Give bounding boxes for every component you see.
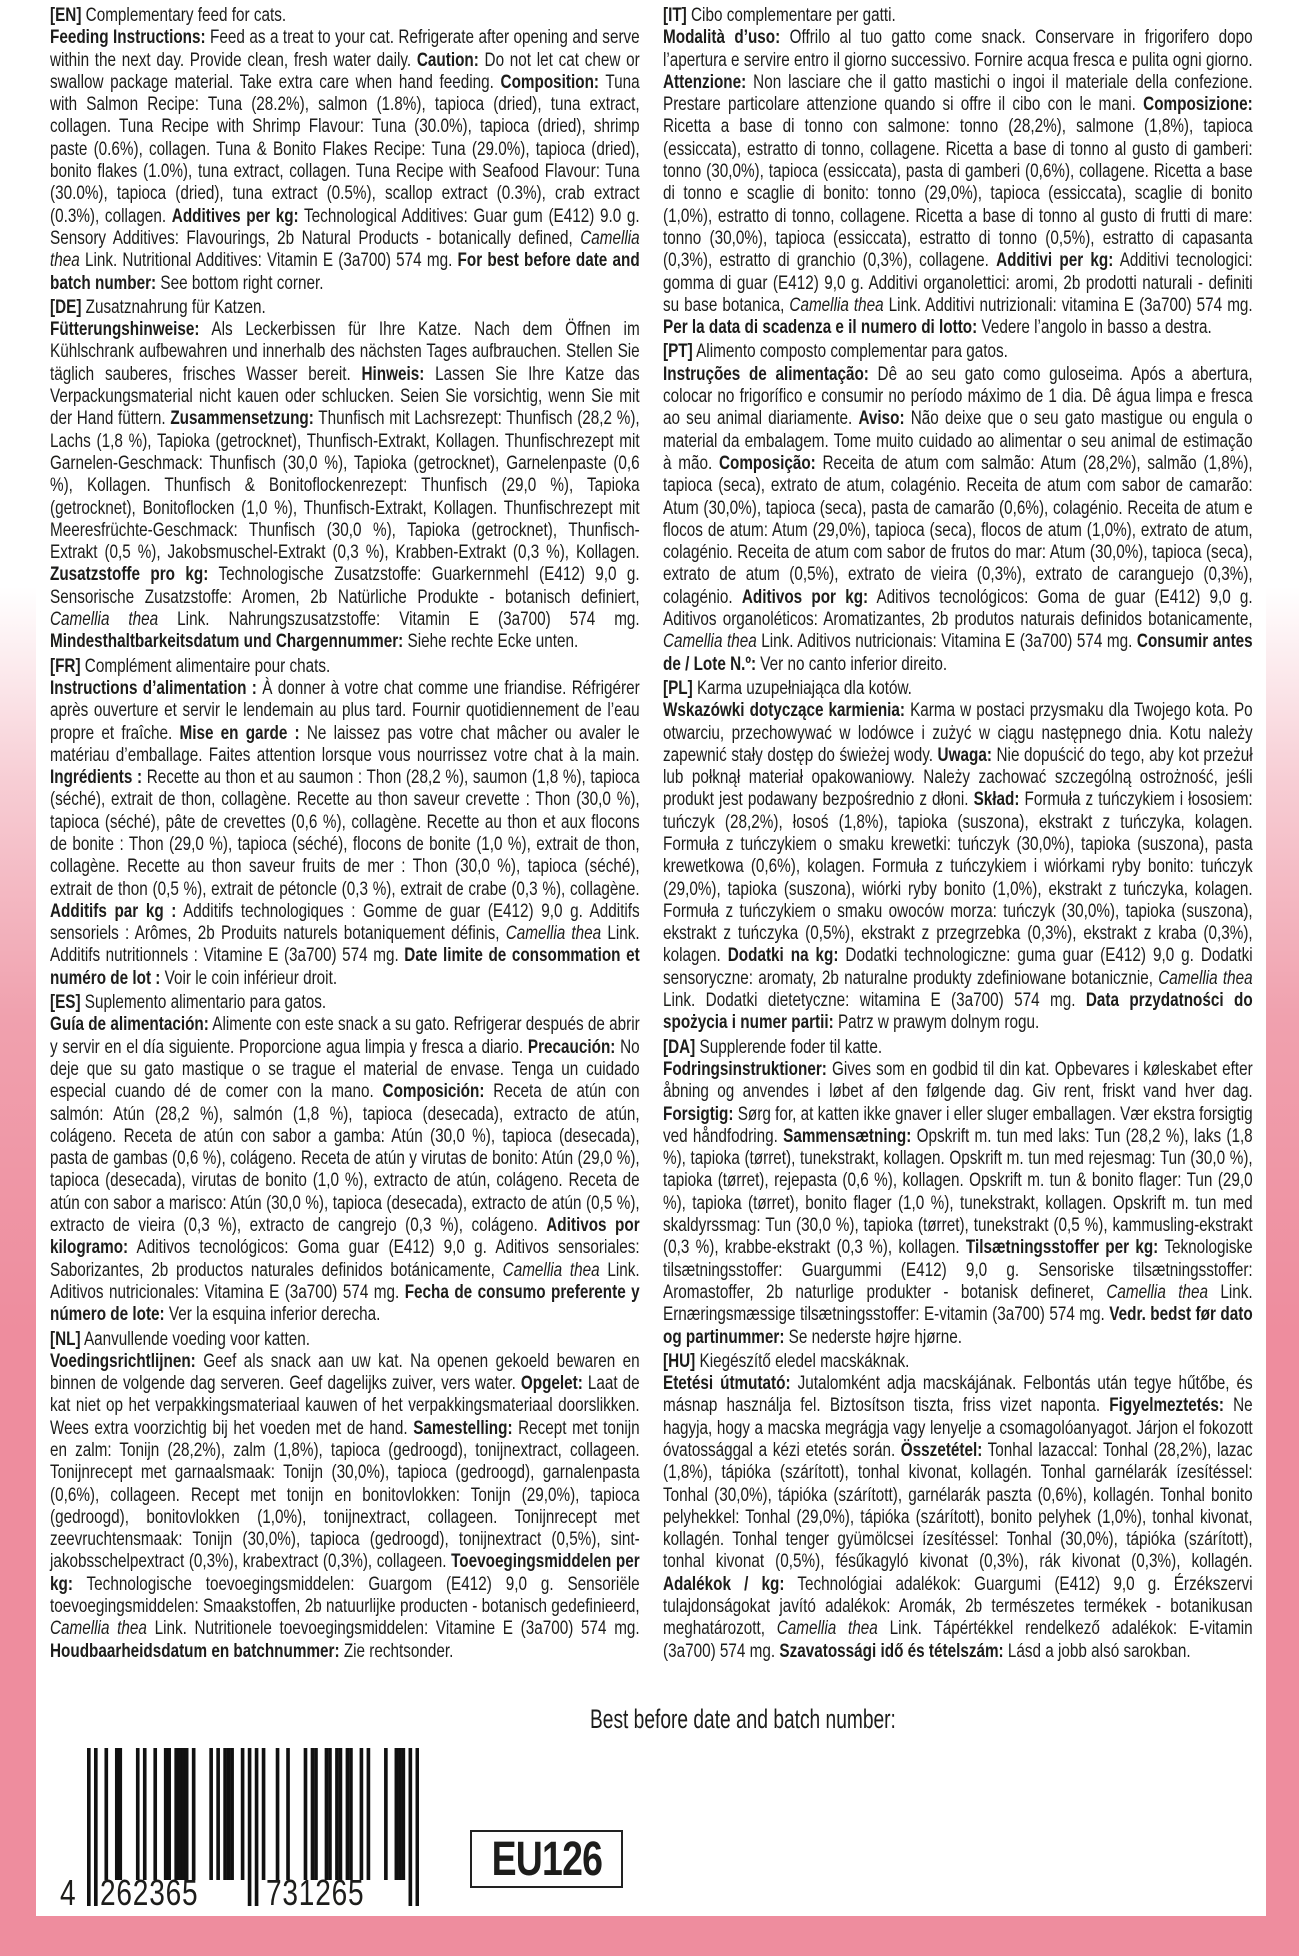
barcode-bar [311,1748,315,1880]
barcode-bar [360,1748,364,1880]
section-header [50,296,640,318]
bold-heading: Mise en garde : [179,721,300,744]
italic-text: Camellia thea [50,608,159,631]
body-text: Additifs technologiques : Gomme de guar (E412) 9,0 g. Additifs sensoriels : Arômes, 2b Produits naturels botaniquement définis, [50,899,640,945]
language-code: [EN] [50,4,82,26]
barcode-bar [167,1748,171,1880]
italic-text: Camellia thea [1106,1280,1208,1303]
section-header [663,340,1253,362]
barcode-bar [118,1748,122,1880]
barcode-bar [395,1748,399,1880]
section-body [50,677,640,989]
barcode-bar [230,1748,234,1880]
barcode-bar [314,1748,318,1880]
body-text: Voir le coin inférieur droit. [160,966,338,989]
section-body [50,1013,640,1325]
section-body [50,26,640,294]
barcode-bar [255,1748,259,1906]
language-code: [ES] [50,991,81,1014]
body-text: Formuła z tuńczykiem i łososiem: tuńczyk (28,2%), łosoś (1,8%), tapioka (suszona), ekstrakt z tuńczyka, kolagen. Formuła z tuńczykiem o smaku krewetki: tuńczyk (30,0%), tapioka (suszona), pasta krewetkowa (0,6%), kolagen. Formuła z tuńczykiem i wiórkami ryby bonito: tuńczyk (29,0%), tapioka (suszona), wiórki ryby bonito (1,0%), ekstrakt z tuńczyka, kolagen. Formuła z tuńczykiem o smaku owoców morza: tuńczyk (30,0%), tapioka (suszona), ekstrakt z tuńczyka (0,5%), ekstrakt z przegrzebka (0,3%), ekstrakt z kraba (0,3%), kolagen. [663,788,1253,967]
body-text: Teknologiske tilsætningsstoffer: Guargummi (E412) 9,0 g. Sensoriske tilsætningsstoffer: Aromastoffer, 2b naturlige produkter - botanisk defineret, [663,1236,1253,1303]
bold-heading: Ingrédients : [50,766,143,789]
body-text: Link. Aditivos nutricionais: Vitamina E (3a700) 574 mg. [756,630,1137,653]
bold-heading: Sammensætning: [783,1124,912,1147]
barcode-bar [115,1748,119,1880]
language-section [663,4,1253,338]
body-text: Ver la esquina inferior derecha. [164,1303,381,1326]
best-before-label: Best before date and batch number: [590,1704,896,1734]
body-text: Ne hagyja, hogy a macska megrágja vagy lenyelje a csomagolóanyagot. Járjon el fokozott óvatossággal a kézi etetés során. [663,1394,1253,1461]
bold-heading: Zusammensetzung: [170,407,314,430]
bold-heading: Composição: [718,451,816,474]
section-title: Cibo complementare per gatti. [686,4,896,26]
barcode-bar [384,1748,388,1880]
section-title: Complementary feed for cats. [81,4,287,26]
section-body [50,1350,640,1662]
body-text: Technológiai adalékok: Guargumi (E412) 9,0 g. Érzékszervi tulajdonságokat javító adalékok: Aromák, 2b természetes termékek - botanikusan meghatározott, [663,1572,1253,1640]
body-text: Als Leckerbissen für Ihre Katze. Nach dem Öffnen im Kühlschrank aufbewahren und innerhalb des nächsten Tages aufbrauchen. Stellen Sie täglich sauberes, frisches Wasser bereit. [50,318,640,385]
bold-heading: Attenzione: [663,70,747,93]
body-text: Alimente con este snack a su gato. Refrigerar después de abrir y servir en el día siguiente. Proporcione agua limpia y fresca a diario. [50,1013,640,1058]
bold-heading: Date limite de consommation et numéro de lot : [50,944,640,989]
barcode-bar [209,1748,213,1880]
bold-heading: Hinweis: [361,362,425,385]
barcode-digits-left: 262365 [100,1872,199,1913]
section-body [663,1372,1253,1662]
body-text: See bottom right corner. [156,271,324,294]
bold-heading: Samestelling: [413,1416,513,1439]
bold-heading: Vedr. bedst før dato og partinummer: [663,1303,1253,1348]
barcode-bar [339,1748,343,1880]
barcode-bar [398,1748,402,1880]
section-title: Karma uzupełniająca dla kotów. [692,676,912,699]
barcode-bar [346,1748,350,1880]
bold-heading: For best before date and batch number: [50,249,640,294]
body-text: Gives som en godbid til din kat. Opbevares i køleskabet efter åbning og anvendes i løbet af den følgende dag. Giv rent, friskt vand hver dag. [663,1057,1253,1103]
italic-text: Camellia thea [50,226,640,272]
body-text: Link. Nahrungszusatzstoffe: Vitamin E (3a700) 574 mg. [158,608,640,631]
body-text: Non lasciare che il gatto mastichi o ingoi il materiale della confezione. Prestare particolare attenzione quando si offre il cibo con le mani. [663,70,1253,116]
barcode-bar [328,1748,332,1880]
body-text: Lassen Sie Ihre Katze das Verpackungsmaterial nicht kauen oder schlucken. Seien Sie vorsichtig, wenn Sie mit der Hand füttern. [50,362,640,430]
bold-heading: Fecha de consumo preferente y número de lote: [50,1280,640,1326]
body-text: Thunfisch mit Lachsrezept: Thunfisch (28,2 %), Lachs (1,8 %), Tapioka (getrocknet), Thunfisch-Extrakt, Kollagen. Thunfischrezept mit Garnelen-Geschmack: Thunfisch (30,0 %), Tapioka (getrocknet), Garnelenpaste (0,6 %), Kollagen. Thunfisch & Bonitoflockenrezept: Thunfisch (29,0 %), Tapioka (getrocknet), Bonitoflocken (1,0 %), Thunfisch-Extrakt, Kollagen. Thunfischrezept mit Meeresfrüchte-Geschmack: Thunfisch (30,0 %), Tapioka (getrocknet), Thunfisch-Extrakt (0,5 %), Jakobsmuschel-Extrakt (0,3 %), Krabben-Extrakt (0,3 %), Kollagen. [50,407,640,564]
barcode-bar [174,1748,178,1880]
barcode-bar [276,1748,280,1880]
body-text: Link. Dodatki dietetyczne: witamina E (3a700) 574 mg. [663,989,1086,1012]
body-text: Link. Tápértékkel rendelkező adalékok: E-vitamin (3a700) 574 mg. [663,1617,1253,1662]
bold-heading: Additivi per kg: [996,249,1114,272]
section-title: Kiegészítő eledel macskáknak. [695,1349,910,1372]
body-text: Ver no canto inferior direito. [756,652,948,675]
italic-text: Camellia thea [502,1258,600,1281]
body-text: Feed as a treat to your cat. Refrigerate after opening and serve within the next day. Provide clean, fresh water daily. [50,26,640,71]
bold-heading: Aviso: [858,407,905,430]
bold-heading: Wskazówki dotyczące karmienia: [663,699,906,722]
bold-heading: Forsigtig: [663,1102,734,1125]
section-header [50,991,640,1013]
body-text: Recept met tonijn en zalm: Tonijn (28,2%), zalm (1,8%), tapioca (gedroogd), tonijnextract, collageen. Tonijnrecept met garnaalsmaak: Tonijn (30,0%), tapioca (gedroogd), garnalenpasta (0,6%), collageen. Recept met tonijn en bonitovlokken: Tonijn (29,0%), tapioca (gedroogd), bonitovlokken (1,0%), tonijnextract, collageen. Tonijnrecept met zeevruchtensmaak: Tonijn (30,0%), tapioca (gedroogd), tonijnextract (0,5%), sint-jakobsschelpextract (0,3%), krabextract (0,3%), collageen. [50,1416,640,1573]
body-text: À donner à votre chat comme une friandise. Réfrigérer après ouverture et servir le lendemain au plus tard. Fournir quotidiennement de l’eau propre et fraîche. [50,676,640,744]
body-text: Aditivos tecnológicos: Goma guar (E412) 9,0 g. Aditivos sensoriales: Saborizantes, 2b productos naturales definidos botánicamente, [50,1236,640,1281]
language-code: [NL] [50,1327,81,1350]
barcode-bar [192,1748,196,1880]
section-body [50,318,640,652]
barcode-bar [416,1748,419,1906]
body-text: Dê ao seu gato como guloseima. Após a abertura, colocar no frigorífico e consumir no período máximo de 1 dia. Dê água limpa e fresca ao seu animal diariamente. [663,362,1253,430]
body-text: Additivi tecnologici: gomma di guar (E412) 9,0 g. Additivi organolettici: aromi, 2b prodotti naturali - definiti su base botanica, [663,249,1253,316]
barcode-bar [94,1748,98,1906]
approval-mark: EU126 [491,1832,602,1886]
body-text: Tonhal lazaccal: Tonhal (28,2%), lazac (1,8%), tápióka (szárított), tonhal kivonat, kollagén. Tonhal garnélarák ízesítéssel: Tonhal (30,0%), tápióka (szárított), garnélarák paszta (0,6%), kollagén. Tonhal bonito pelyhekkel: Tonhal (29,0%), tápióka (szárított), bonito pelyhek (1,0%), tonhal kivonat, kollagén. Tonhal tenger gyümölcsei ízesítéssel: Tonhal (30,0%), tápióka (szárított), tonhal kivonat (0,5%), fésűkagyló kivonat (0,3%), rák kivonat (0,3%), kollagén. [663,1439,1253,1573]
language-code: [FR] [50,654,81,677]
bold-heading: Houdbaarheidsdatum en batchnummer: [50,1639,340,1662]
italic-text: Camellia thea [776,1617,878,1640]
left-text-column [50,4,640,1664]
barcode-bar [227,1748,231,1880]
body-text: Link. Additifs nutritionnels : Vitamine E (3a700) 574 mg. [50,922,640,967]
section-header [663,4,1253,26]
bold-heading: Consumir antes de / Lote N.º: [663,630,1253,675]
bold-heading: Fütterungshinweise: [50,318,200,341]
section-body [663,699,1253,1033]
bold-heading: Additifs par kg : [50,899,177,922]
bold-heading: Szavatossági idő és tételszám: [779,1639,1004,1662]
bold-heading: Összetétel: [900,1439,983,1461]
bold-heading: Skład: [973,788,1020,811]
barcode-bar [216,1748,220,1880]
bold-heading: Voedingsrichtlijnen: [50,1349,196,1372]
language-code: [DA] [663,1035,696,1058]
language-section [663,1350,1253,1662]
body-text: Se nederste højre hjørne. [784,1325,962,1348]
body-text: Opskrift m. tun med laks: Tun (28,2 %), laks (1,8 %), tapioka (tørret), tunekstrakt, kollagen. Opskrift m. tun med rejesmag: Tun (30,0 %), tapioka (tørret), rejepasta (0,6 %), kollagen. Opskrift m. tun & bonito flager: Tun (29,0 %), tapioka (tørret), bonito flager (1,0 %), tunekstrakt, kollagen. Opskrift m. tun med skaldyrssmag: Tun (30,0 %), tapioka (tørret), tunekstrakt (0,5 %), kammusling-ekstrakt (0,3 %), krabbe-ekstrakt (0,3 %), kollagen. [663,1124,1253,1259]
bold-heading: Etetési útmutató: [663,1372,791,1395]
barcode-bar [164,1748,168,1880]
italic-text: Camellia thea [789,293,884,316]
body-text: Geef als snack aan uw kat. Na openen gekoeld bewaren en binnen de volgende dag serveren. Geef dagelijks zuiver, vers water. [50,1349,640,1395]
body-text: Recette au thon et au saumon : Thon (28,2 %), saumon (1,8 %), tapioca (séché), extrait de thon, collagène. Recette au thon saveur crevette : Thon (30,0 %), tapioca (séché), pâte de crevettes (0,6 %), collagène. Recette au thon et aux flocons de bonite : Thon (29,0 %), tapioca (séché), flocons de bonite (1,0 %), extrait de thon, collagène. Recette au thon saveur fruits de mer : Thon (30,0 %), tapioca (séché), extrait de thon (0,5 %), extrait de pétoncle (0,3 %), extrait de crabe (0,3 %), collagène. [50,766,640,900]
approval-mark-box [470,1830,623,1888]
bold-heading: Figyelmeztetés: [1109,1394,1224,1417]
section-header [50,1328,640,1350]
language-section [663,340,1253,674]
body-text: Offrilo al tuo gatto come snack. Conservare in frigorifero dopo l’apertura e servire entro il giorno successivo. Fornire acqua fresca e pulita ogni giorno. [663,26,1253,71]
body-text: Patrz w prawym dolnym rogu. [833,1011,1040,1034]
bold-heading: Instructions d’alimentation : [50,676,257,699]
bold-heading: Data przydatności do spożycia i numer partii: [663,989,1253,1034]
language-section [50,296,640,653]
bold-heading: Guía de alimentación: [50,1013,209,1036]
section-body [663,363,1253,675]
bold-heading: Caution: [416,48,479,71]
barcode-bar [136,1748,140,1880]
section-header [663,677,1253,699]
barcode-bar [402,1748,406,1880]
barcode-bar [87,1748,91,1906]
right-text-column [663,4,1253,1664]
barcode-bar [335,1748,339,1880]
body-text: Aditivos tecnológicos: Goma de guar (E412) 9,0 g. Aditivos organoléticos: Aromatizantes, 2b produtos naturais definidos botanicamente, [663,585,1253,631]
barcode-bar [349,1748,353,1880]
body-text: Tuna with Salmon Recipe: Tuna (28.2%), salmon (1.8%), tapioca (dried), tuna extract, collagen. Tuna Recipe with Shrimp Flavour: Tuna (30.0%), tapioca (dried), shrimp paste (0.6%), collagen. Tuna & Bonito Flakes Recipe: Tuna (29.0%), tapioca (dried), bonito flakes (1.0%), tuna extract, collagen. Tuna Recipe with Seafood Flavour: Tuna (30.0%), tapioca (dried), tuna extract (0.5%), scallop extract (0.3%), crab extract (0.3%), collagen. [50,70,640,227]
body-text: Ricetta a base di tonno con salmone: tonno (28,2%), salmone (1,8%), tapioca (essiccata), estratto di tonno, collagene. Ricetta a base di tonno al gusto di gamberi: tonno (30,0%), tapioca (essiccata), pasta di gamberi (0,6%), collagene. Ricetta a base di tonno e scaglie di bonito: tonno (29,0%), tapioca (essiccata), scaglie di bonito (1,0%), estratto di tonno, collagene. Ricetta a base di tonno al gusto di frutti di mare: tonno (30,0%), tapioca (essiccata), estratto di tonno (0,5%), estratto di capasanta (0,3%), estratto di granchio (0,3%), collagene. [663,115,1253,272]
section-title: Supplerende foder til katte. [695,1035,883,1058]
italic-text: Camellia thea [663,630,757,653]
bold-heading: Precaución: [527,1035,616,1058]
language-code: [HU] [663,1349,696,1372]
body-text: Ne laissez pas votre chat mâcher ou avaler le matériau d’emballage. Faites attention lorsque vous nourrissez votre chat à la main. [50,721,640,766]
body-text: Link. Ernæringsmæssige tilsætningsstoffer: E-vitamin (3a700) 574 mg. [663,1280,1253,1326]
italic-text: Camellia thea [50,1617,147,1640]
body-text: Link. Nutritional Additives: Vitamin E (3a700) 574 mg. [79,249,458,272]
bold-heading: Aditivos por kg: [741,585,869,608]
barcode-bar [325,1748,329,1880]
bold-heading: Composizione: [1143,93,1253,116]
section-title: Suplemento alimentario para gatos. [80,991,327,1014]
barcode-bar [185,1748,189,1880]
barcode-bar [178,1748,182,1880]
body-text: Dodatki technologiczne: guma guar (E412) 9,0 g. Dodatki sensoryczne: aromaty, 2b naturalne produkty zdefiniowane botanicznie, [663,944,1253,989]
section-header [50,4,640,26]
body-text: Laat de kat niet op het verpakkingsmateriaal kauwen of het verpakkingsmateriaal doorslikken. Wees extra voorzichtig bij het voeden met de hand. [50,1372,640,1439]
language-section [50,655,640,989]
bold-heading: Instruções de alimentação: [663,362,869,385]
bold-heading: Opgelet: [520,1372,583,1395]
language-section [50,4,640,294]
body-text: Link. Additivi nutrizionali: vitamina E (3a700) 574 mg. [883,293,1253,316]
body-text: Nie dopuścić do tego, aby kot przeżuł lub połknął materiał opakowaniowy. Należy zachować szczególną ostrożność, jeśli produkt jest podawany bezpośrednio z dłoni. [663,743,1253,811]
barcode-bar [248,1748,252,1906]
section-title: Aanvullende voeding voor katten. [80,1327,310,1350]
body-text: No deje que su gato mastique o se trague el material de envase. Tenga un cuidado especial cuando dé de comer con la mano. [50,1035,640,1103]
barcode-bar [153,1748,157,1880]
section-title: Zusatznahrung für Katzen. [81,295,266,318]
barcode-bar [241,1748,245,1880]
language-section [663,677,1253,1034]
section-title: Alimento composto complementar para gatos. [692,340,1008,363]
language-code: [PT] [663,340,693,363]
language-code: [IT] [663,4,687,26]
barcode-bar [223,1748,227,1880]
section-header [50,655,640,677]
bold-heading: Modalità d’uso: [663,26,781,49]
barcode-bar [104,1748,108,1880]
body-text: Do not let cat chew or swallow package material. Take extra care when hand feeding. [50,48,640,93]
italic-text: Camellia thea [1158,966,1253,989]
language-section [663,1036,1253,1348]
italic-text: Camellia thea [505,922,602,945]
barcode-bar [286,1748,290,1880]
body-text: Technological Additives: Guar gum (E412) 9.0 g. Sensory Additives: Flavourings, 2b Natural Products - botanically defined, [50,204,640,249]
language-section [50,991,640,1325]
section-body [663,1058,1253,1348]
body-text: Siehe rechte Ecke unten. [403,630,579,653]
body-text: Zie rechtsonder. [339,1639,454,1662]
bold-heading: Uwaga: [937,743,992,766]
body-text: Receita de atum com salmão: Atum (28,2%), salmão (1,8%), tapioca (seca), extrato de atum, colagénio. Receita de atum com sabor de camarão: Atum (30,0%), tapioca (seca), pasta de camarão (0,6%), colagénio. Receita de atum e flocos de atum: Atum (29,0%), tapioca (seca), flocos de atum (1,0%), extrato de atum, colagénio. Receita de atum com sabor de frutos do mar: Atum (30,0%), tapioca (seca), extrato de atum (0,5%), extrato de vieira (0,3%), extrato de caranguejo (0,3%), colagénio. [663,451,1253,608]
section-header [663,1036,1253,1058]
bold-heading: Adalékok / kg: [663,1572,785,1595]
barcode-bar [367,1748,371,1880]
barcode-bar [304,1748,308,1880]
barcode-digit-first: 4 [60,1872,77,1913]
body-text: Jutalomként adja macskájának. Felbontás után tegye hűtőbe, és másnap használja fel. Biztosítson tiszta, friss vizet naponta. [663,1372,1253,1417]
bold-heading: Zusatzstoffe pro kg: [50,563,209,586]
section-title: Complément alimentaire pour chats. [80,654,331,677]
body-text: Receta de atún con salmón: Atún (28,2 %), salmón (1,8 %), tapioca (desecada), extracto de atún, colágeno. Receta de atún con sabor a gamba: Atún (30,0 %), tapioca (desecada), pasta de gambas (0,6 %), colágeno. Receta de atún y virutas de bonito: Atún (29,0 %), tapioca (desecada), virutas de bonito (1,0 %), extracto de atún, colágeno. Receta de atún con sabor a marisco: Atún (30,0 %), tapioca (desecada), extracto de atún (0,5 %), extracto de vieira (0,3 %), extracto de cangrejo (0,3 %), colágeno. [50,1080,640,1237]
section-header [663,1350,1253,1372]
language-section [50,1328,640,1662]
barcode-digits-right: 731265 [266,1872,365,1913]
bold-heading: Per la data di scadenza e il numero di lotto: [663,316,978,339]
body-text: Technologische Zusatzstoffe: Guarkernmehl (E412) 9,0 g. Sensorische Zusatzstoffe: Aromen, 2b Natürliche Produkte - botanisch definiert, [50,563,640,608]
bold-heading: Tilsætningsstoffer per kg: [965,1236,1159,1259]
bold-heading: Additives per kg: [171,204,299,227]
body-text: Technologische toevoegingsmiddelen: Guargom (E412) 9,0 g. Sensoriële toevoegingsmiddelen: Smaakstoffen, 2b natuurlijke producten - botanisch gedefinieerd, [50,1572,640,1618]
body-text: Não deixe que o seu gato mastigue ou engula o material da embalagem. Tome muito cuidado ao alimentar o seu animal de estimação à mão. [663,407,1253,474]
bold-heading: Aditivos por kilogramo: [50,1214,640,1259]
bold-heading: Composición: [382,1080,485,1103]
body-text: Lásd a jobb alsó sarokban. [1003,1639,1191,1662]
barcode-bar [409,1748,413,1906]
language-code: [PL] [663,676,693,699]
body-text: Vedere l’angolo in basso a destra. [977,316,1212,339]
bold-heading: Feeding Instructions: [50,26,206,49]
barcode-bar [262,1748,266,1880]
body-text: Link. Nutritionele toevoegingsmiddelen: Vitamine E (3a700) 574 mg. [146,1617,640,1640]
bold-heading: Toevoegingsmiddelen per kg: [50,1550,640,1595]
bold-heading: Mindesthaltbarkeitsdatum und Chargennummer: [50,630,404,653]
section-body [663,26,1253,338]
bold-heading: Dodatki na kg: [727,944,839,967]
body-text: Link. Aditivos nutricionales: Vitamina E (3a700) 574 mg. [50,1258,640,1303]
body-text: Karma w postaci przysmaku dla Twojego kota. Po otwarciu, przechowywać w lodówce i zużyć w ciągu następnego dnia. Kotu należy zapewnić stały dostęp do świeżej wody. [663,699,1253,766]
barcode-bar [181,1748,185,1880]
bold-heading: Fodringsinstruktioner: [663,1057,827,1080]
body-text: Sørg for, at katten ikke gnaver i eller sluger emballagen. Vær ekstra forsigtig ved håndfodring. [663,1102,1253,1147]
language-code: [DE] [50,295,82,318]
bold-heading: Composition: [500,70,600,93]
barcode-bar [143,1748,147,1880]
